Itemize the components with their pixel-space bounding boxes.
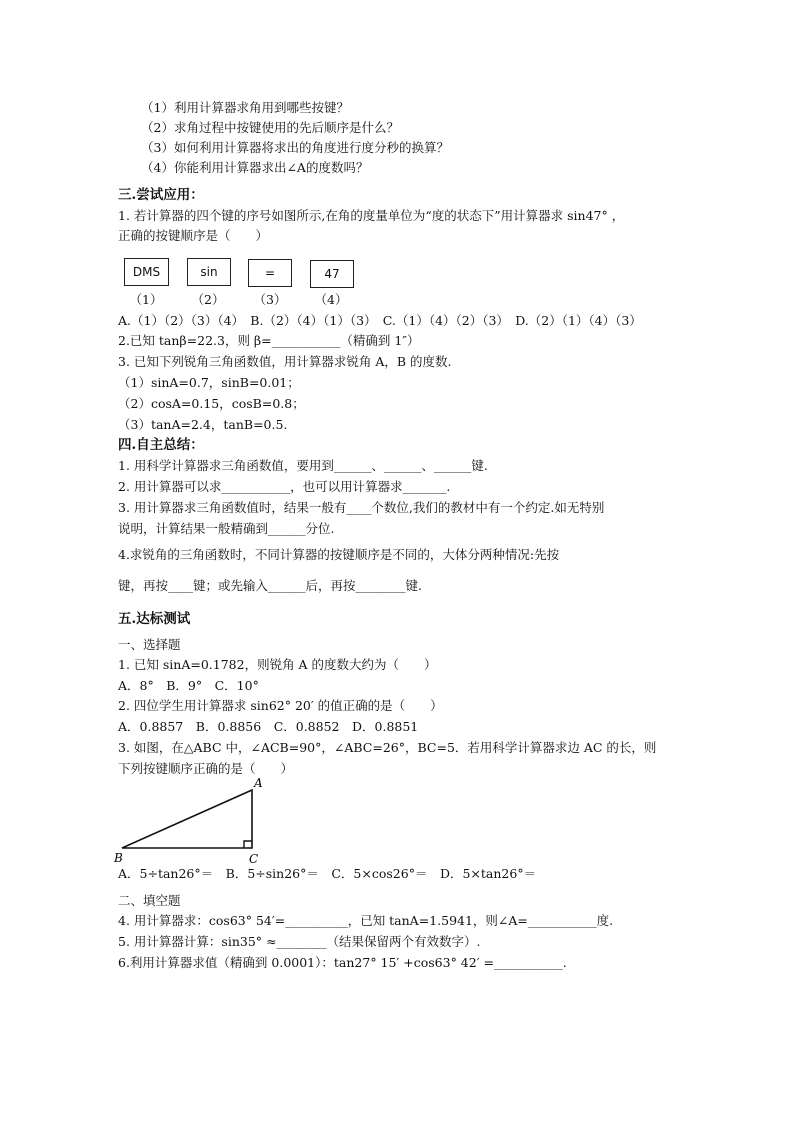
vertex-a-label: A [254,776,263,790]
test-6: 6.利用计算器求值（精确到 0.0001）：tan27° 15′ +cos63° 42′ =___________. [118,955,567,970]
section3-p3-c: （3）tanA=2.4，tanB=0.5. [118,417,288,432]
test-3-line1: 3. 如图，在△ABC 中，∠ACB=90°，∠ABC=26°，BC=5．若用科学计算器求边 AC 的长，则 [118,740,657,755]
key-label-3: （3） [253,292,287,307]
section3-p1-line1: 1. 若计算器的四个键的序号如图所示,在角的度量单位为“度的状态下”用计算器求 sin47° ， [118,208,625,223]
right-angle-mark [244,841,252,848]
section3-p3: 3. 已知下列锐角三角函数值，用计算器求锐角 A，B 的度数. [118,354,452,369]
test-1-options: A．8° B．9° C．10° [118,678,259,693]
question-4: （4）你能利用计算器求出∠A的度数吗？ [141,160,369,175]
test-2-options: A．0.8857 B．0.8856 C．0.8852 D．0.8851 [118,719,419,734]
section3-options: A.（1）（2）（3）（4） B.（2）（4）（1）（3） C.（1）（4）（2）（3） D.（2）（1）（4）（3） [118,313,642,328]
question-2: （2）求角过程中按键使用的先后顺序是什么？ [141,120,399,135]
test-3-options: A．5÷tan26°＝ B．5÷sin26°＝ C．5×cos26°＝ D．5×tan26°＝ [118,866,537,881]
section3-p1-line2: 正确的按键顺序是（ ） [118,228,269,243]
number-47-key: 47 [310,260,354,288]
equals-key: = [248,259,292,287]
section4-s3-line1: 3. 用计算器求三角函数值时，结果一般有____个数位,我们的教材中有一个约定.如无特别 [118,500,605,515]
section4-s1: 1. 用科学计算器求三角函数值，要用到______、______、______键. [118,458,488,473]
section4-s2: 2. 用计算器可以求___________，也可以用计算器求_______. [118,479,451,494]
section5-heading: 五.达标测试 [118,611,191,627]
key-label-2: （2） [191,292,225,307]
sin-key: sin [187,258,231,286]
test-5: 5. 用计算器计算：sin35° ≈________（结果保留两个有效数字）. [118,934,481,949]
triangle-figure [112,776,272,868]
vertex-c-label: C [249,852,259,866]
dms-key: DMS [124,258,169,286]
section4-s4-line2: 键，再按____键；或先输入______后，再按________键. [118,578,422,593]
section3-p2: 2.已知 tanβ=22.3，则 β=___________（精确到 1″） [118,333,420,348]
part2-heading: 二、填空题 [118,893,181,908]
section3-p3-a: （1）sinA=0.7，sinB=0.01； [118,375,300,390]
vertex-b-label: B [114,851,123,865]
triangle-abc [122,790,252,848]
part1-heading: 一、选择题 [118,637,181,652]
test-4: 4. 用计算器求：cos63° 54′=__________，已知 tanA=1.5941，则∠A=___________度. [118,913,614,928]
test-3-line2: 下列按键顺序正确的是（ ） [118,761,294,776]
section4-s4-line1: 4.求锐角的三角函数时，不同计算器的按键顺序是不同的，大体分两种情况:先按 [118,547,560,562]
section3-heading: 三.尝试应用： [118,187,204,203]
key-label-1: （1） [129,292,163,307]
section4-heading: 四.自主总结： [118,437,204,453]
key-label-4: （4） [314,292,348,307]
test-2: 2. 四位学生用计算器求 sin62° 20′ 的值正确的是（ ） [118,698,443,713]
question-1: （1）利用计算器求角用到哪些按键？ [141,100,349,115]
question-3: （3）如何利用计算器将求出的角度进行度分秒的换算？ [141,140,449,155]
test-1: 1. 已知 sinA=0.1782，则锐角 A 的度数大约为（ ） [118,657,437,672]
section4-s3-line2: 说明，计算结果一般精确到______分位. [118,521,335,536]
section3-p3-b: （2）cosA=0.15，cosB=0.8； [118,396,305,411]
